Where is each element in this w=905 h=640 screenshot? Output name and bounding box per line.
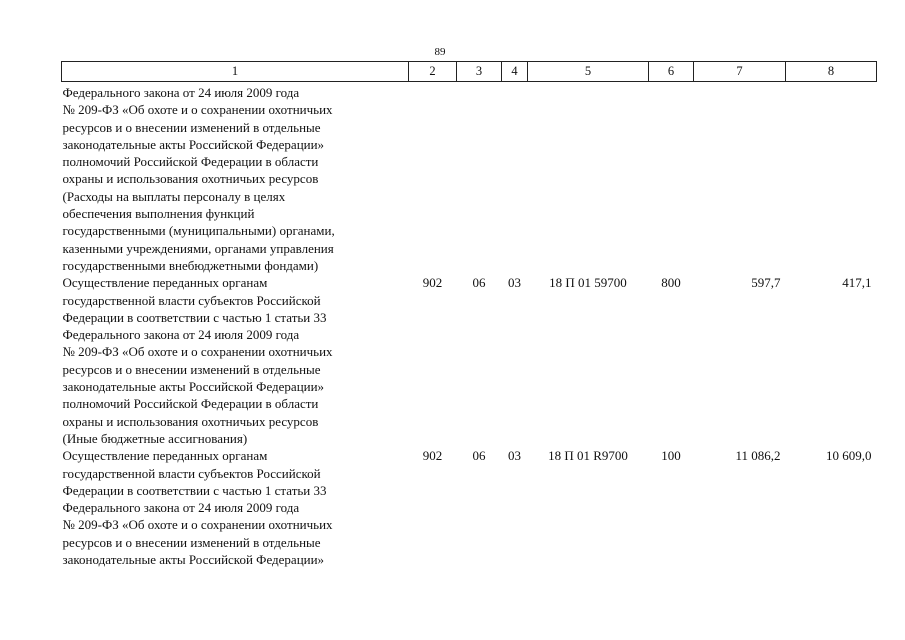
admin-code: 902	[422, 275, 443, 291]
subsection-code: 03	[508, 448, 521, 464]
target-article-code: 18 П 01 59700	[549, 275, 627, 291]
expense-type-code: 100	[661, 448, 681, 464]
section-code	[457, 82, 502, 275]
table-header-row	[62, 62, 877, 82]
table-row	[62, 447, 877, 568]
amount-column-7: 11 086,2	[735, 448, 781, 464]
column-header: 7	[694, 62, 786, 82]
budget-table-container	[61, 61, 876, 568]
table-row	[62, 82, 877, 275]
table-row	[62, 274, 877, 447]
page-number: 89	[434, 46, 446, 58]
amount-column-8: 417,1	[842, 275, 872, 291]
amount-column-8	[786, 82, 877, 275]
section-code: 06	[472, 275, 486, 291]
subsection-code: 03	[508, 275, 521, 291]
row-description: Осуществление переданных органам государственной власти субъектов Российской Федерации в соответствии с частью 1 статьи 33 Федерального закона от 24 июля 2009 года № 209-ФЗ «Об охоте и о сохранении охотничьих ресурсов и о внесении изменений в отдельные законодательные акты Российской Федерации»	[62, 448, 333, 568]
column-header: 2	[409, 62, 457, 82]
target-article-code: 18 П 01 R9700	[548, 448, 628, 464]
amount-column-7: 597,7	[751, 275, 781, 291]
target-article-code	[528, 82, 649, 275]
expense-type-code	[649, 82, 694, 275]
column-header: 5	[528, 62, 649, 82]
budget-table	[61, 61, 877, 568]
column-header: 4	[502, 62, 528, 82]
amount-column-7	[694, 82, 786, 275]
row-description: Федерального закона от 24 июля 2009 года № 209-ФЗ «Об охоте и о сохранении охотничьих ресурсов и о внесении изменений в отдельные законодательные акты Российской Федерации» полномочий Российской Федерации в области охраны и использования охотничьих ресурсов (Расходы на выплаты персоналу в целях обеспечения выполнения функций государственными (муниципальными) органами, казенными учреждениями, органами управления государственными внебюджетными фондами)	[62, 85, 335, 273]
admin-code	[409, 82, 457, 275]
section-code: 06	[472, 448, 486, 464]
column-header: 6	[649, 62, 694, 82]
column-header: 3	[457, 62, 502, 82]
column-header: 8	[786, 62, 877, 82]
column-header: 1	[62, 62, 409, 82]
row-description: Осуществление переданных органам государственной власти субъектов Российской Федерации в соответствии с частью 1 статьи 33 Федерального закона от 24 июля 2009 года № 209-ФЗ «Об охоте и о сохранении охотничьих ресурсов и о внесении изменений в отдельные законодательные акты Российской Федерации» полномочий Российской Федерации в области охраны и использования охотничьих ресурсов (Иные бюджетные ассигнования)	[62, 275, 333, 446]
subsection-code	[502, 82, 528, 275]
expense-type-code: 800	[661, 275, 681, 291]
admin-code: 902	[422, 448, 443, 464]
amount-column-8: 10 609,0	[826, 448, 872, 464]
